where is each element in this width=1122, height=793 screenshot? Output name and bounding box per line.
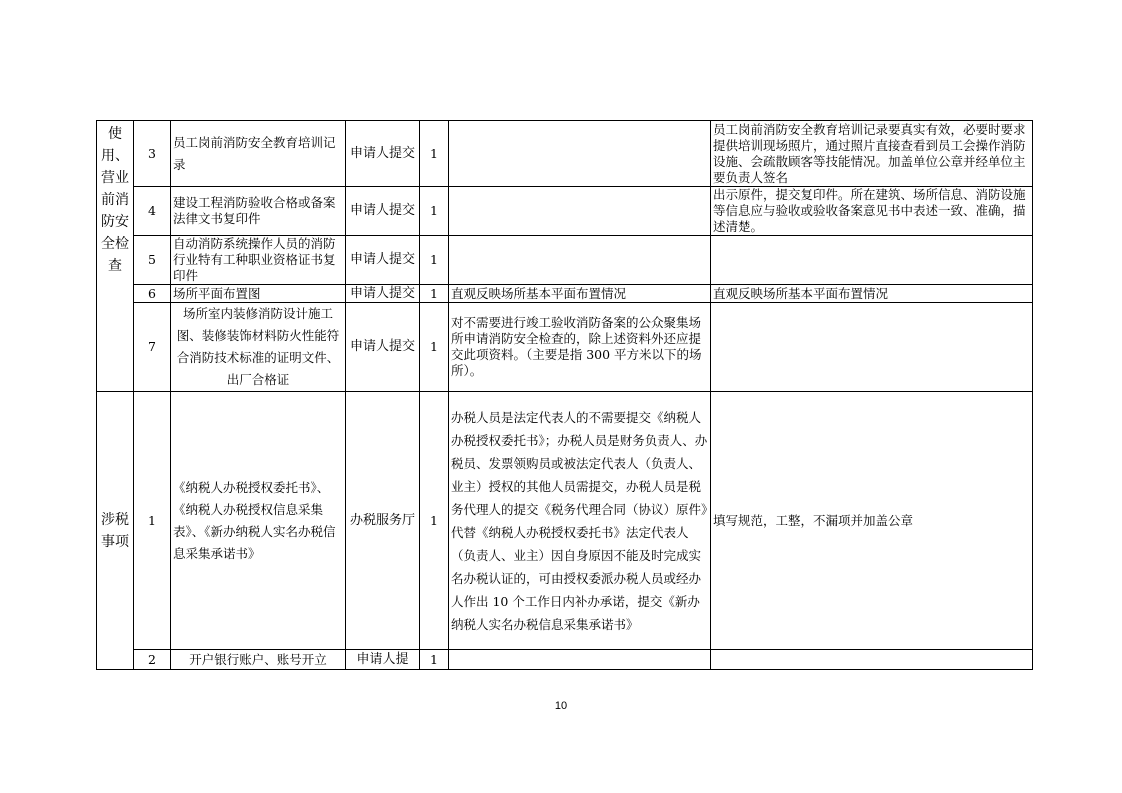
material-note — [449, 121, 711, 187]
material-note — [449, 187, 711, 236]
row-number: 4 — [134, 187, 171, 236]
row-number: 2 — [134, 650, 171, 670]
category-label: 涉税事项 — [101, 511, 129, 550]
category-cell — [97, 392, 134, 670]
material-source: 办税服务厅 — [346, 392, 420, 650]
table-row — [97, 236, 1033, 285]
table-row — [97, 303, 1033, 392]
material-name: 自动消防系统操作人员的消防行业特有工种职业资格证书复印件 — [171, 236, 346, 285]
material-requirement — [711, 650, 1033, 670]
material-note — [449, 650, 711, 670]
material-requirement: 员工岗前消防安全教育培训记录要真实有效，必要时要求提供培训现场照片，通过照片直接查看到员工会操作消防设施、会疏散顾客等技能情况。加盖单位公章并经单位主要负责人签名 — [711, 121, 1033, 187]
material-name: 《纳税人办税授权委托书》、《纳税人办税授权信息采集表》、《新办纳税人实名办税信息采集承诺书》 — [171, 392, 346, 650]
material-source: 申请人提交 — [346, 187, 420, 236]
category-cell — [97, 121, 134, 392]
table-row — [97, 121, 1033, 187]
page-number: 10 — [554, 700, 568, 712]
material-note — [449, 236, 711, 285]
material-quantity: 1 — [420, 285, 449, 303]
material-quantity: 1 — [420, 121, 449, 187]
row-number: 7 — [134, 303, 171, 392]
category-label: 使用、营业前消防安全检查 — [101, 126, 129, 274]
material-source: 申请人提交 — [346, 236, 420, 285]
material-requirement: 填写规范，工整，不漏项并加盖公章 — [711, 392, 1033, 650]
material-quantity: 1 — [420, 236, 449, 285]
row-number: 1 — [134, 392, 171, 650]
material-quantity: 1 — [420, 187, 449, 236]
materials-table — [96, 120, 1033, 670]
table-row — [97, 650, 1033, 670]
material-requirement — [711, 236, 1033, 285]
material-quantity: 1 — [420, 650, 449, 670]
material-name: 场所平面布置图 — [171, 285, 346, 303]
table-row — [97, 392, 1033, 650]
material-source: 申请人提交 — [346, 303, 420, 392]
material-note: 办税人员是法定代表人的不需要提交《纳税人办税授权委托书》；办税人员是财务负责人、办税员、发票领购员或被法定代表人（负责人、业主）授权的其他人员需提交，办税人员是税务代理人的提交《税务代理合同（协议）原件》代替《纳税人办税授权委托书》法定代表人（负责人、业主）因自身原因不能及时完成实名办税认证的，可由授权委派办税人员或经办人作出 10 个工作日内补办承诺，提交《新办纳税人实名办税信息采集承诺书》 — [449, 392, 711, 650]
material-note: 对不需要进行竣工验收消防备案的公众聚集场所申请消防安全检查的，除上述资料外还应提交此项资料。（主要是指 300 平方米以下的场所）。 — [449, 303, 711, 392]
material-source: 申请人提 — [346, 650, 420, 670]
material-quantity: 1 — [420, 303, 449, 392]
material-requirement — [711, 303, 1033, 392]
material-quantity: 1 — [420, 392, 449, 650]
table-row — [97, 285, 1033, 303]
material-requirement: 直观反映场所基本平面布置情况 — [711, 285, 1033, 303]
table-row — [97, 187, 1033, 236]
row-number: 6 — [134, 285, 171, 303]
material-source: 申请人提交 — [346, 121, 420, 187]
material-name: 开户银行账户、账号开立 — [171, 650, 346, 670]
material-source: 申请人提交 — [346, 285, 420, 303]
row-number: 5 — [134, 236, 171, 285]
row-number: 3 — [134, 121, 171, 187]
material-name: 建设工程消防验收合格或备案法律文书复印件 — [171, 187, 346, 236]
material-requirement: 出示原件，提交复印件。所在建筑、场所信息、消防设施等信息应与验收或验收备案意见书中表述一致、准确，描述清楚。 — [711, 187, 1033, 236]
material-name: 员工岗前消防安全教育培训记录 — [171, 121, 346, 187]
material-name: 场所室内装修消防设计施工图、装修装饰材料防火性能符合消防技术标准的证明文件、出厂合格证 — [171, 303, 346, 392]
material-note: 直观反映场所基本平面布置情况 — [449, 285, 711, 303]
